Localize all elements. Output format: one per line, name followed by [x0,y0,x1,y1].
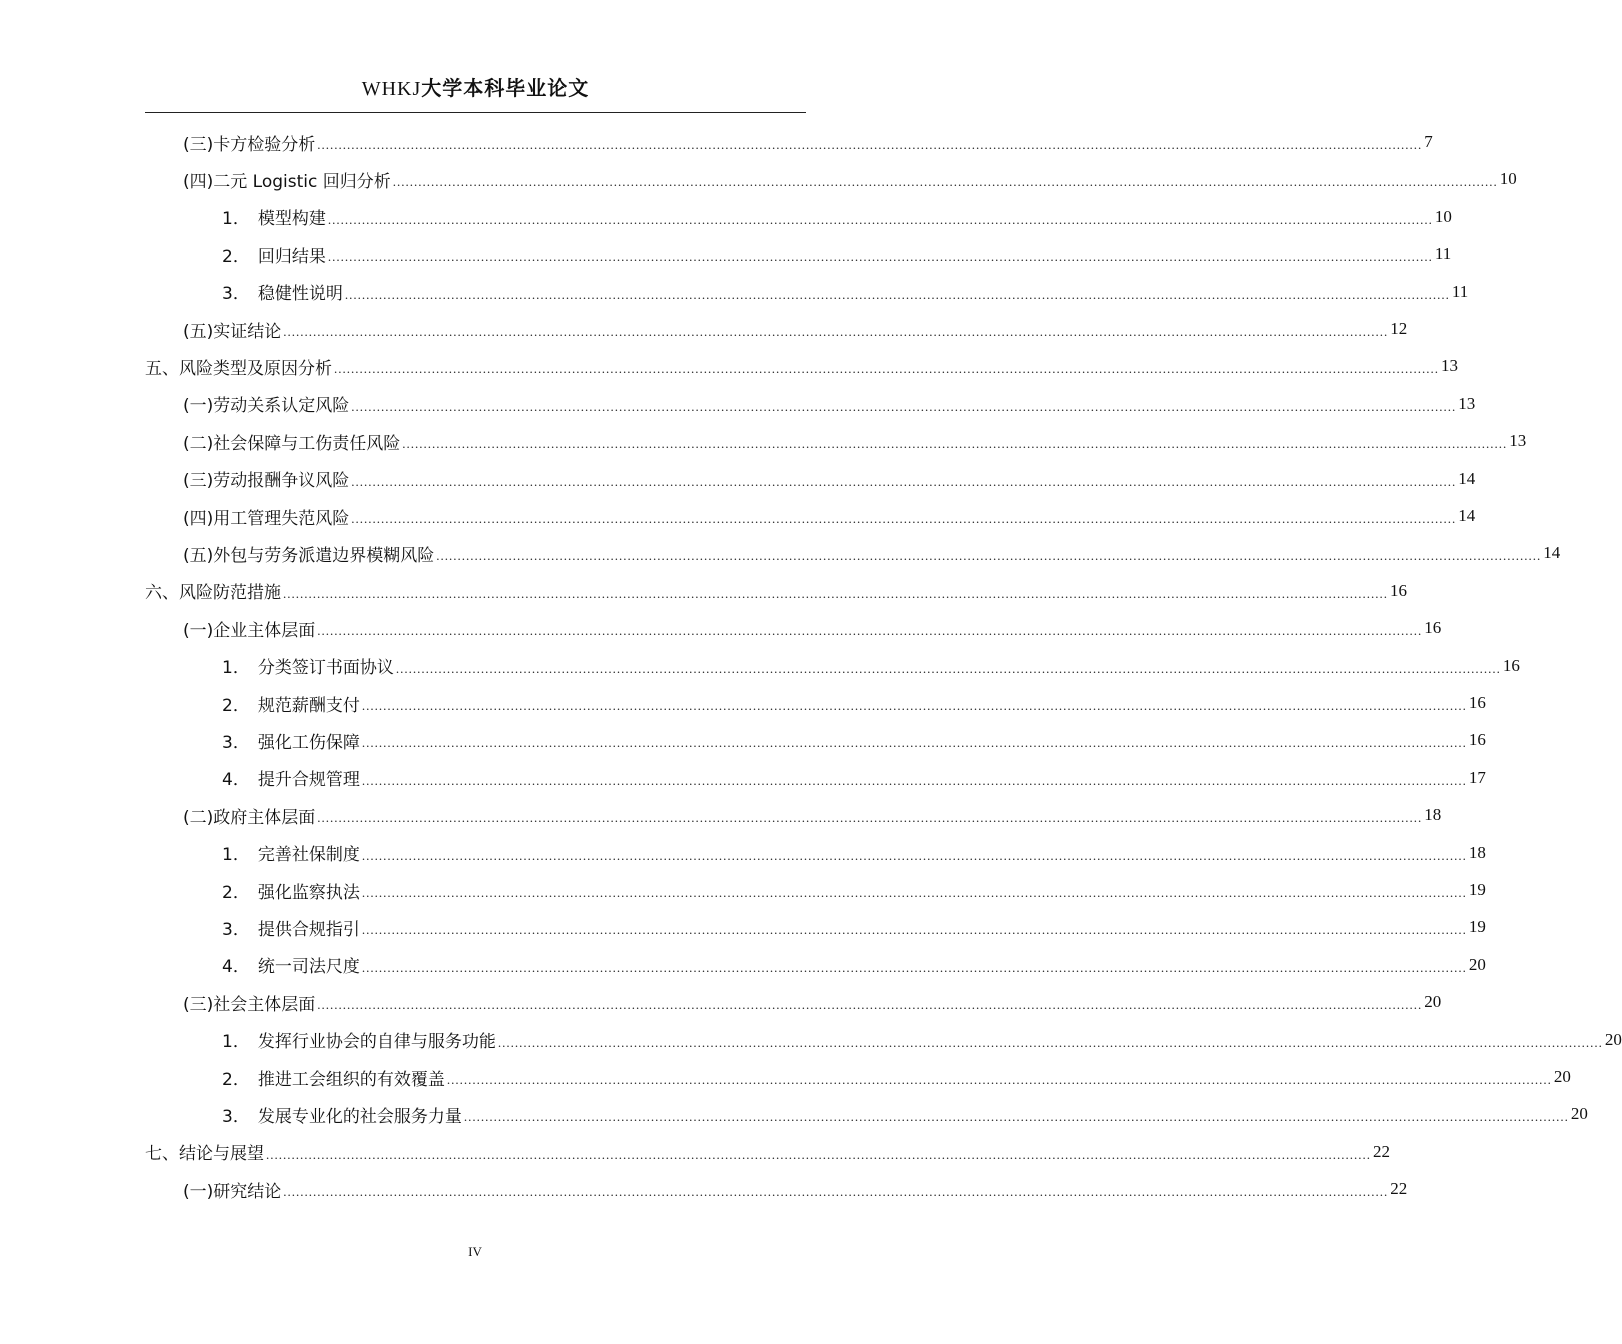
toc-entry[interactable] [222,878,1486,903]
toc-entry-number: 3． [222,284,250,305]
toc-entry-label: (二)政府主体层面 [183,807,316,828]
toc-entry-number: 4． [222,770,250,791]
toc-leader-dots: .................................................................................................................................................................................................................................................................... [327,211,1433,227]
toc-leader-dots: .................................................................................................................................................................................................................................................................... [361,735,1467,751]
toc-entry-page: 13 [1509,431,1527,451]
toc-leader-dots: .................................................................................................................................................................................................................................................................... [361,847,1467,863]
toc-entry-label: (一)劳动关系认定风险 [183,396,350,417]
toc-entry[interactable] [183,167,1517,192]
toc-entry-label: 提升合规管理 [257,770,360,791]
toc-entry-page: 16 [1390,580,1407,600]
toc-entry-label: 七、结论与展望 [145,1144,264,1165]
toc-entry-page: 14 [1458,506,1476,525]
toc-entry-label: (四)二元 Logistic 回归分析 [183,171,391,192]
toc-entry-page: 17 [1468,767,1486,787]
toc-leader-dots: .................................................................................................................................................................................................................................................................... [361,772,1467,788]
toc-entry-label: 强化工伤保障 [257,732,360,753]
toc-entry[interactable] [222,1065,1571,1090]
toc-entry-page: 7 [1424,132,1433,151]
toc-entry[interactable] [183,803,1442,828]
toc-leader-dots: .................................................................................................................................................................................................................................................................... [361,885,1467,900]
toc-entry-page: 16 [1502,655,1520,675]
toc-leader-dots: .................................................................................................................................................................................................................................................................... [317,810,1423,826]
toc-entry-number: 3． [222,732,250,753]
toc-entry-number: 1． [222,209,250,230]
page-number: IV [468,1244,482,1259]
toc-entry[interactable] [183,504,1476,529]
toc-entry-page: 20 [1468,954,1486,974]
toc-entry-page: 16 [1424,618,1442,638]
toc-entry-number: 1． [222,845,250,866]
toc-entry-label: 六、风险防范措施 [145,583,281,604]
toc-entry[interactable] [183,1177,1408,1202]
toc-entry[interactable] [222,242,1452,267]
toc-entry-page: 10 [1434,206,1452,226]
toc-entry-number: 4． [222,957,250,978]
toc-entry-number: 2． [222,882,250,903]
toc-entry[interactable] [222,728,1486,753]
toc-entry-page: 20 [1424,992,1442,1012]
toc-entry-page: 16 [1468,730,1486,750]
toc-entry[interactable] [222,841,1486,866]
toc-entry-page: 14 [1458,468,1476,488]
toc-leader-dots: .................................................................................................................................................................................................................................................................... [283,1184,1389,1200]
toc-entry-number: 1． [222,658,250,679]
toc-entry[interactable] [183,317,1408,342]
toc-leader-dots: .................................................................................................................................................................................................................................................................... [351,473,1457,489]
toc-entry-label: 完善社保制度 [257,845,360,866]
toc-entry-label: (五)外包与劳务派遣边界模糊风险 [183,545,435,566]
toc-entry[interactable] [222,915,1486,940]
toc-entry-label: 稳健性说明 [257,284,343,305]
toc-entry-page: 22 [1373,1141,1390,1161]
toc-entry[interactable] [145,1140,1390,1165]
toc-entry-number: 2． [222,246,250,267]
toc-entry-number: 3． [222,919,250,940]
toc-entry-number: 1． [222,1032,250,1053]
toc-entry-label: 发挥行业协会的自律与服务功能 [257,1032,496,1053]
toc-leader-dots: .................................................................................................................................................................................................................................................................... [361,922,1467,938]
toc-entry-label: (三)卡方检验分析 [183,134,316,155]
toc-entry-label: 统一司法尺度 [257,957,360,978]
toc-leader-dots: .................................................................................................................................................................................................................................................................... [361,959,1467,975]
toc-entry-label: 强化监察执法 [257,882,360,903]
toc-entry[interactable] [183,130,1433,155]
toc-leader-dots: .................................................................................................................................................................................................................................................................... [317,623,1423,639]
toc-entry-label: 模型构建 [257,209,326,230]
toc-entry[interactable] [183,467,1476,492]
toc-entry-label: 五、风险类型及原因分析 [145,358,332,379]
toc-entry[interactable] [222,766,1486,791]
toc-entry-label: (一)研究结论 [183,1181,282,1202]
toc-leader-dots: .................................................................................................................................................................................................................................................................... [283,324,1389,339]
toc-entry-page: 20 [1604,1029,1622,1049]
toc-entry-page: 13 [1458,393,1476,413]
running-header [145,72,806,101]
toc-entry[interactable] [222,654,1520,679]
toc-leader-dots: .................................................................................................................................................................................................................................................................... [351,398,1457,414]
toc-entry-number: 2． [222,695,250,716]
toc-entry-page: 22 [1390,1179,1408,1199]
toc-entry-page: 20 [1570,1104,1588,1124]
toc-entry[interactable] [222,953,1486,978]
toc-entry[interactable] [183,429,1527,454]
toc-entry-page: 12 [1390,319,1408,338]
toc-leader-dots: .................................................................................................................................................................................................................................................................... [436,548,1542,564]
toc-entry-label: (三)劳动报酬争议风险 [183,471,350,492]
toc-leader-dots: .................................................................................................................................................................................................................................................................... [392,174,1498,190]
toc-leader-dots: .................................................................................................................................................................................................................................................................... [361,698,1467,713]
toc-entry-number: 3． [222,1106,250,1127]
toc-entry-label: 推进工会组织的有效覆盖 [257,1069,445,1090]
toc-entry-page: 16 [1468,693,1486,712]
toc-leader-dots: .................................................................................................................................................................................................................................................................... [395,660,1501,676]
toc-entry-page: 20 [1553,1067,1571,1086]
toc-entry-label: (五)实证结论 [183,321,282,342]
toc-entry[interactable] [183,392,1476,417]
toc-entry[interactable] [222,1028,1622,1053]
toc-entry-label: (三)社会主体层面 [183,994,316,1015]
toc-leader-dots: .................................................................................................................................................................................................................................................................... [497,1034,1603,1050]
toc-entry[interactable] [222,691,1486,716]
toc-entry-label: 发展专业化的社会服务力量 [257,1106,462,1127]
toc-leader-dots: .................................................................................................................................................................................................................................................................... [266,1146,1371,1162]
toc-entry-page: 11 [1434,244,1452,264]
toc-entry-page: 18 [1424,805,1442,825]
toc-entry-label: 提供合规指引 [257,919,360,940]
toc-leader-dots: .................................................................................................................................................................................................................................................................... [351,511,1457,526]
toc-entry-page: 11 [1451,281,1469,301]
toc-entry[interactable] [145,354,1458,379]
toc-entry-page: 14 [1543,543,1561,563]
toc-leader-dots: .................................................................................................................................................................................................................................................................... [334,361,1439,377]
toc-leader-dots: .................................................................................................................................................................................................................................................................... [344,286,1450,302]
toc-leader-dots: .................................................................................................................................................................................................................................................................... [317,137,1423,152]
header-title: 大学本科毕业论文 [421,76,590,100]
toc-entry[interactable] [183,541,1561,566]
toc-entry-label: (一)企业主体层面 [183,620,316,641]
toc-entry-label: 回归结果 [257,246,326,267]
header-rule [145,112,806,113]
toc-entry-page: 18 [1468,842,1486,862]
toc-leader-dots: .................................................................................................................................................................................................................................................................... [446,1072,1552,1087]
toc-leader-dots: .................................................................................................................................................................................................................................................................... [463,1109,1569,1125]
toc-entry[interactable] [222,1102,1588,1127]
toc-leader-dots: .................................................................................................................................................................................................................................................................... [327,249,1433,265]
toc-entry-page: 19 [1468,880,1486,899]
toc-entry-page: 19 [1468,917,1486,937]
toc-leader-dots: .................................................................................................................................................................................................................................................................... [317,997,1423,1013]
toc-entry-number: 2． [222,1069,250,1090]
toc-entry-label: (四)用工管理失范风险 [183,508,350,529]
toc-entry-page: 10 [1499,169,1517,189]
toc-entry[interactable] [222,280,1469,305]
toc-leader-dots: .................................................................................................................................................................................................................................................................... [402,436,1508,452]
toc-entry[interactable] [222,205,1452,230]
toc-entry[interactable] [183,616,1442,641]
toc-entry-label: 规范薪酬支付 [257,695,360,716]
toc-entry[interactable] [145,579,1407,604]
toc-leader-dots: .................................................................................................................................................................................................................................................................... [283,585,1388,601]
toc-entry-label: (二)社会保障与工伤责任风险 [183,433,401,454]
header-brand: WHKJ [361,78,422,100]
toc-entry-page: 13 [1441,356,1458,376]
toc-entry[interactable] [183,990,1442,1015]
toc-entry-label: 分类签订书面协议 [257,658,394,679]
